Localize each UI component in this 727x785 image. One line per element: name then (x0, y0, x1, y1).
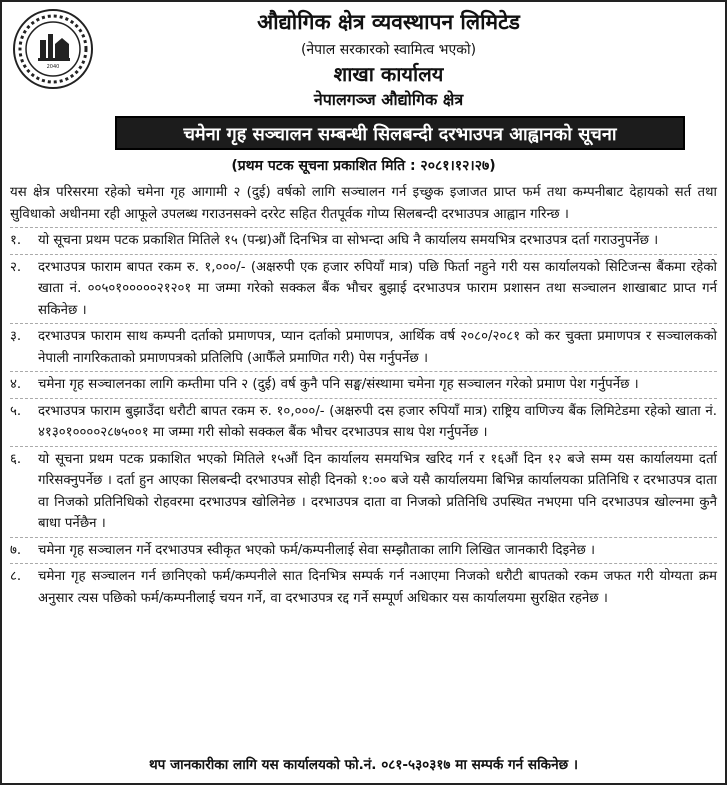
office-location: नेपालगञ्ज औद्योगिक क्षेत्र (313, 90, 464, 109)
list-item (10, 371, 717, 396)
list-item (10, 537, 717, 562)
item-number: ५. (10, 403, 22, 419)
list-item (10, 446, 717, 535)
item-number: ४. (10, 377, 22, 392)
item-number: ६. (10, 451, 22, 467)
organization-logo-icon (12, 8, 94, 90)
item-number: ३. (10, 329, 22, 344)
item-number: २. (10, 259, 22, 275)
intro-paragraph: यस क्षेत्र परिसरमा रहेको चमेना गृह आगामी २ (दुई) वर्षको लागि सञ्चालन गर्न इच्छुक इजाजत प्राप्त फर्म तथा कम्पनीबाट देहायको सर्त तथा सुविधाको अधीनमा रही आफूले उपलब्ध गराउनसक्ने दररेट सहित रीतपूर्वक गोप्य सिलबन्दी दरभाउपत्र आह्वान गरिन्छ । (10, 185, 717, 222)
item-text: चमेना गृह सञ्चालनका लागि कम्तीमा पनि २ (दुई) वर्ष कुनै पनि सङ्घ/संस्थामा चमेना गृह सञ्चालन गरेको प्रमाण पेश गर्नुपर्नेछ । (38, 377, 639, 392)
notice-title: चमेना गृह सञ्चालन सम्बन्धी सिलबन्दी दरभाउपत्र आह्वानको सूचना (115, 116, 685, 150)
item-text: दरभाउपत्र फाराम बुझाउँदा धरौटी बापत रकम रु. १०,०००/- (अक्षरुपी दस हजार रुपियाँ मात्र) राष्ट्रिय वाणिज्य बैंक लिमिटेडमा रहेको खाता नं. ४१३०१००००२८७५००१ मा जम्मा गरी सोको सक्कल बैंक भौचर दरभाउपत्र साथ पेश गर्नुपर्नेछ । (38, 403, 717, 440)
list-item (10, 398, 717, 444)
item-number: ७. (10, 542, 22, 558)
notice-body (10, 182, 717, 609)
item-text: यो सूचना प्रथम पटक प्रकाशित भएको मितिले १५औं दिन कार्यालय समयभित्र खरिद गर्न र १६औं दिन १२ बजे सम्म यस कार्यालयमा दर्ता गरिसक्नुपर्नेछ । दर्ता हुन आएका सिलबन्दी दरभाउपत्र सोही दिनको १:०० बजे यसै कार्यालयमा बिभिन्न कार्यालयका प्रतिनिधि र दरभाउपत्र दाता वा निजको प्रतिनिधिको रोहवरमा दरभाउपत्र खोलिनेछ । दरभाउपत्र दाता वा निजको प्रतिनिधि उपस्थित नभएमा पनि दरभाउपत्र खोल्नमा कुनै बाधा पर्नेछैन । (38, 451, 717, 531)
item-text: दरभाउपत्र फाराम बापत रकम रु. १,०००/- (अक्षरुपी एक हजार रुपियाँ मात्र) पछि फिर्ता नहुने गरी यस कार्यालयको सिटिजन्स बैंकमा रहेको खाता नं. ००५०१०००००२१२०१ मा जम्मा गरेको सक्कल बैंक भौचर बुझाई दरभाउपत्र फाराम प्रशासन तथा सञ्चालन शाखाबाट प्राप्त गर्न सकिनेछ । (38, 259, 717, 318)
item-text: चमेना गृह सञ्चालन गर्ने दरभाउपत्र स्वीकृत भएको फर्म/कम्पनीलाई सेवा सम्झौताका लागि लिखित जानकारी दिइनेछ । (38, 542, 596, 558)
list-item (10, 254, 717, 322)
office-name: शाखा कार्यालय (333, 62, 444, 86)
item-text: दरभाउपत्र फाराम साथ कम्पनी दर्ताको प्रमाणपत्र, प्यान दर्ताको प्रमाणपत्र, आर्थिक वर्ष २०८०/२०८१ को कर चुक्ता प्रमाणपत्र र सञ्चालकको नेपाली नागरिकताको प्रमाणपत्रको प्रतिलिपि (आफैँले प्रमाणित गरी) पेस गर्नुपर्नेछ । (38, 329, 717, 366)
svg-text:2040: 2040 (46, 64, 60, 70)
conditions-list (10, 227, 717, 609)
publication-date: (प्रथम पटक सूचना प्रकाशित मिति : २०८१।१२।२७) (231, 158, 496, 174)
list-item (10, 227, 717, 252)
item-text: यो सूचना प्रथम पटक प्रकाशित मितिले १५ (पन्ध्र)औं दिनभित्र वा सोभन्दा अघि नै कार्यालय समयभित्र दरभाउपत्र दर्ता गराउनुपर्नेछ । (38, 233, 659, 248)
organization-name: औद्योगिक क्षेत्र व्यवस्थापन लिमिटेड (257, 10, 520, 34)
ownership-note: (नेपाल सरकारको स्वामित्व भएको) (300, 42, 477, 58)
item-number: १. (10, 233, 22, 248)
item-number: ८. (10, 569, 22, 584)
contact-footer: थप जानकारीका लागि यस कार्यालयको फो.नं. ०८१-५३०३१७ मा सम्पर्क गर्न सकिनेछ । (148, 757, 579, 773)
list-item (10, 563, 717, 609)
list-item (10, 323, 717, 369)
item-text: चमेना गृह सञ्चालन गर्न छानिएको फर्म/कम्पनीले सात दिनभित्र सम्पर्क गर्न नआएमा निजको धरौटी बापतको रकम जफत गरी योग्यता क्रम अनुसार त्यस पछिको फर्म/कम्पनीलाई चयन गर्ने, वा दरभाउपत्र रद्द गर्ने सम्पूर्ण अधिकार यस कार्यालयमा सुरक्षित रहनेछ । (38, 569, 717, 606)
